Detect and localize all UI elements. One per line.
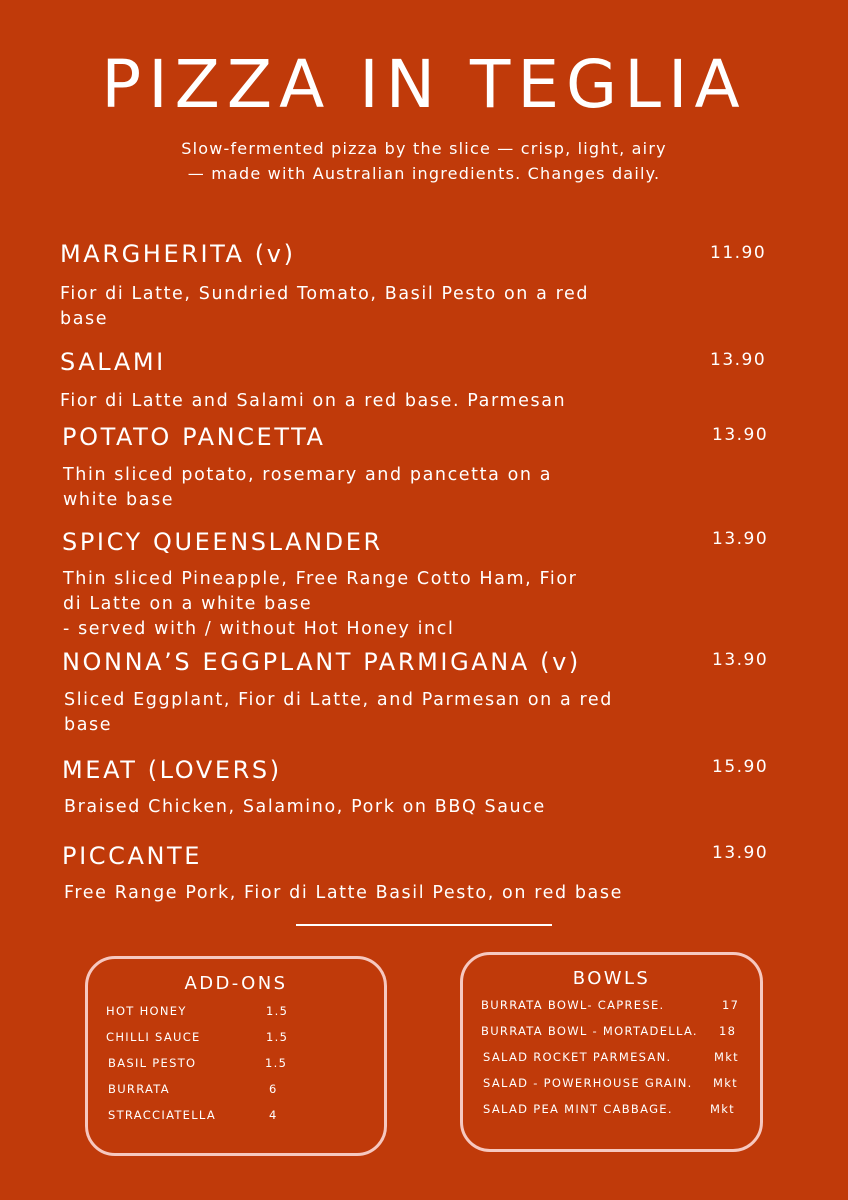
bowls-box xyxy=(460,952,763,1152)
menu-item-price: 15.90 xyxy=(712,757,769,777)
menu-item-price: 13.90 xyxy=(712,529,769,549)
menu-item-description xyxy=(63,567,703,642)
bowl-name: SALAD - POWERHOUSE GRAIN. xyxy=(483,1076,693,1090)
page-subtitle xyxy=(124,136,724,186)
addon-name: BASIL PESTO xyxy=(108,1056,197,1070)
addon-price: 4 xyxy=(269,1108,278,1122)
addon-name: HOT HONEY xyxy=(106,1004,187,1018)
menu-item-name: MEAT (LOVERS) xyxy=(62,756,282,784)
addon-name: BURRATA xyxy=(108,1082,170,1096)
menu-item-name: SPICY QUEENSLANDER xyxy=(62,528,383,556)
description-line: Fior di Latte and Salami on a red base. Parmesan xyxy=(60,391,567,411)
section-divider xyxy=(296,924,552,926)
bowl-price: Mkt xyxy=(714,1050,739,1064)
bowl-price: Mkt xyxy=(713,1076,738,1090)
addon-price: 6 xyxy=(269,1082,278,1096)
page-title: PIZZA IN TEGLIA xyxy=(101,46,747,123)
description-line: Free Range Pork, Fior di Latte Basil Pesto, on red base xyxy=(64,883,623,903)
description-line: Thin sliced Pineapple, Free Range Cotto Ham, Fior xyxy=(63,569,578,589)
description-line: di Latte on a white base xyxy=(63,594,313,614)
addons-box xyxy=(85,956,387,1156)
description-line: base xyxy=(60,309,109,329)
bowl-price: 18 xyxy=(719,1024,737,1038)
menu-item-name: PICCANTE xyxy=(62,842,203,870)
addons-title: ADD-ONS xyxy=(184,973,288,994)
bowl-price: Mkt xyxy=(710,1102,735,1116)
menu-item-description xyxy=(60,282,700,332)
description-line: base xyxy=(64,715,113,735)
menu-item-price: 11.90 xyxy=(710,243,767,263)
description-line: white base xyxy=(63,490,175,510)
menu-item-name: MARGHERITA (v) xyxy=(60,240,296,268)
description-line: - served with / without Hot Honey incl xyxy=(63,619,455,639)
addon-name: STRACCIATELLA xyxy=(108,1108,217,1122)
subtitle-line: Slow-fermented pizza by the slice — crisp, light, airy xyxy=(181,139,667,158)
menu-item-name: NONNA’S EGGPLANT PARMIGANA (v) xyxy=(62,648,581,676)
bowl-name: BURRATA BOWL- CAPRESE. xyxy=(481,998,665,1012)
menu-item-price: 13.90 xyxy=(712,650,769,670)
addon-price: 1.5 xyxy=(265,1056,288,1070)
bowl-name: SALAD PEA MINT CABBAGE. xyxy=(483,1102,673,1116)
menu-item-description xyxy=(60,389,700,414)
addon-name: CHILLI SAUCE xyxy=(106,1030,201,1044)
menu-item-name: POTATO PANCETTA xyxy=(62,423,326,451)
bowls-title: BOWLS xyxy=(572,968,651,989)
menu-item-description xyxy=(64,881,744,906)
description-line: Braised Chicken, Salamino, Pork on BBQ Sauce xyxy=(64,797,546,817)
bowl-price: 17 xyxy=(722,998,740,1012)
menu-item-price: 13.90 xyxy=(710,350,767,370)
description-line: Fior di Latte, Sundried Tomato, Basil Pesto on a red xyxy=(60,284,590,304)
addon-price: 1.5 xyxy=(266,1030,289,1044)
bowl-name: BURRATA BOWL - MORTADELLA. xyxy=(481,1024,698,1038)
addon-price: 1.5 xyxy=(266,1004,289,1018)
menu-item-price: 13.90 xyxy=(712,425,769,445)
bowl-name: SALAD ROCKET PARMESAN. xyxy=(483,1050,672,1064)
subtitle-line: — made with Australian ingredients. Changes daily. xyxy=(187,164,661,183)
menu-item-description xyxy=(64,795,704,820)
menu-item-price: 13.90 xyxy=(712,843,769,863)
menu-item-description xyxy=(63,463,703,513)
description-line: Thin sliced potato, rosemary and pancetta on a xyxy=(63,465,553,485)
menu-item-name: SALAMI xyxy=(60,348,166,376)
menu-item-description xyxy=(64,688,704,738)
description-line: Sliced Eggplant, Fior di Latte, and Parmesan on a red xyxy=(64,690,613,710)
